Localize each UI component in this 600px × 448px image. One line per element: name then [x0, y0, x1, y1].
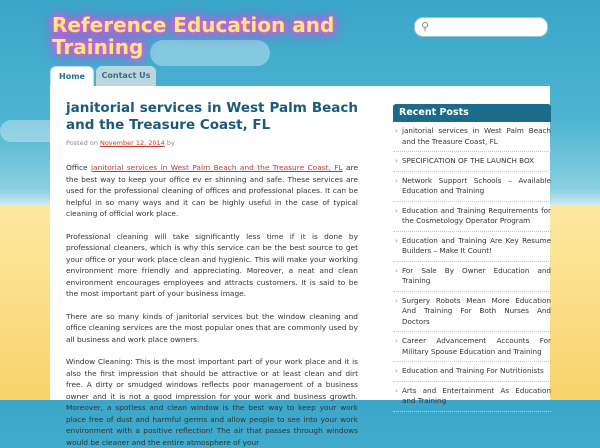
recent-post-link[interactable]: Career Advancement Accounts For Military Spouse Education and Training: [402, 336, 551, 356]
post-p1-before: Office: [66, 163, 91, 172]
recent-posts-list: [393, 122, 551, 412]
recent-post-item[interactable]: [393, 332, 551, 362]
recent-post-link[interactable]: Network Support Schools – Available Education and Training: [402, 175, 551, 195]
recent-post-item[interactable]: [393, 262, 551, 292]
site-title[interactable]: Reference Education and Training: [52, 13, 335, 59]
recent-post-item[interactable]: [393, 202, 551, 232]
post-meta-by: by: [166, 139, 175, 147]
recent-post-item[interactable]: [393, 232, 551, 262]
recent-post-item[interactable]: [393, 382, 551, 412]
bullet-icon: ›: [395, 296, 398, 305]
post-meta: [66, 139, 358, 147]
recent-post-item[interactable]: [393, 292, 551, 333]
bullet-icon: ›: [395, 337, 398, 345]
recent-post-link[interactable]: janitorial services in West Palm Beach and the Treasure Coast, FL: [402, 126, 551, 146]
search-icon[interactable]: ⚲: [421, 20, 430, 33]
recent-post-item[interactable]: [393, 362, 551, 382]
recent-post-link[interactable]: Education and Training Are Key Resume Builders – Make It Count!: [402, 235, 551, 255]
search-box[interactable]: [414, 17, 548, 37]
bullet-icon: ›: [395, 157, 398, 165]
bullet-icon: ›: [395, 236, 398, 245]
post-title[interactable]: janitorial services in West Palm Beach and the Treasure Coast, FL: [66, 100, 358, 133]
recent-posts-title: Recent Posts: [393, 104, 551, 122]
post-meta-prefix: Posted on: [66, 139, 98, 147]
post-paragraph: [66, 162, 358, 220]
post-paragraph: Window Cleaning: This is the most important part of your work place and it is also the first impression that should be attractive or at least clean and dirt free. A dirty or smudged windows reflects poor management of a business owner and it is not a good impression for your work and business growth. Moreover, a spotless and clean window is the best way to keep your work place free of dust and harmful germs and allow people to see into your work environment with a positive reflection! The air that passes through windows would be cleaner and the entire atmosphere of your: [66, 357, 358, 447]
recent-post-item[interactable]: [393, 172, 551, 202]
post-date-link[interactable]: November 12, 2014: [99, 139, 165, 147]
recent-post-item[interactable]: [393, 152, 551, 172]
recent-post-link[interactable]: For Sale By Owner Education and Training: [402, 265, 551, 285]
recent-post-link[interactable]: Arts and Entertainment As Education and Training: [402, 385, 551, 405]
recent-post-link[interactable]: Surgery Robots Mean More Education And Training For Both Nurses And Doctors: [402, 295, 551, 326]
bullet-icon: ›: [395, 206, 398, 215]
post-paragraph: Professional cleaning will take significantly less time if it is done by professional cleaners, which is why this service can be the best source to get your office or your work place clean and hygienic. This will make your working environment more friendly and appreciating. Moreover, a neat and clean environment encourages employees and attracts customers. It is said to be the most important part of your business image.: [66, 231, 358, 298]
tab-contact-us[interactable]: Contact Us: [96, 66, 156, 86]
recent-post-link[interactable]: SPECIFICATION OF THE LAUNCH BOX: [402, 156, 535, 165]
tab-home[interactable]: Home: [50, 66, 94, 87]
post-paragraph: There are so many kinds of janitorial services but the window cleaning and office cleaning services are the most popular ones that are commonly used by all business and work place owners.: [66, 311, 358, 344]
bullet-icon: ›: [395, 176, 398, 185]
bullet-icon: ›: [395, 127, 398, 135]
post-inline-link[interactable]: janitorial services in West Palm Beach and the Treasure Coast, FL: [91, 163, 343, 172]
sidebar: [393, 104, 551, 412]
search-input[interactable]: [435, 19, 543, 36]
recent-post-item[interactable]: [393, 122, 551, 152]
bullet-icon: ›: [395, 266, 398, 275]
post-p1-after: are the best way to keep your office ev er shinning and safe. These services are used for the professional cleaning of offices and professional places. It can be helpful in so many ways and it can be highly useful in the case of typical cleaning of official work place.: [66, 163, 358, 218]
bullet-icon: ›: [395, 386, 398, 395]
content-container: [50, 86, 551, 447]
main-content: [66, 100, 358, 447]
recent-post-link[interactable]: Education and Training For Nutritionists: [402, 366, 544, 375]
bullet-icon: ›: [395, 367, 398, 375]
post-body: [66, 162, 358, 448]
recent-post-link[interactable]: Education and Training Requirements for the Cosmetology Operator Program: [402, 205, 551, 225]
